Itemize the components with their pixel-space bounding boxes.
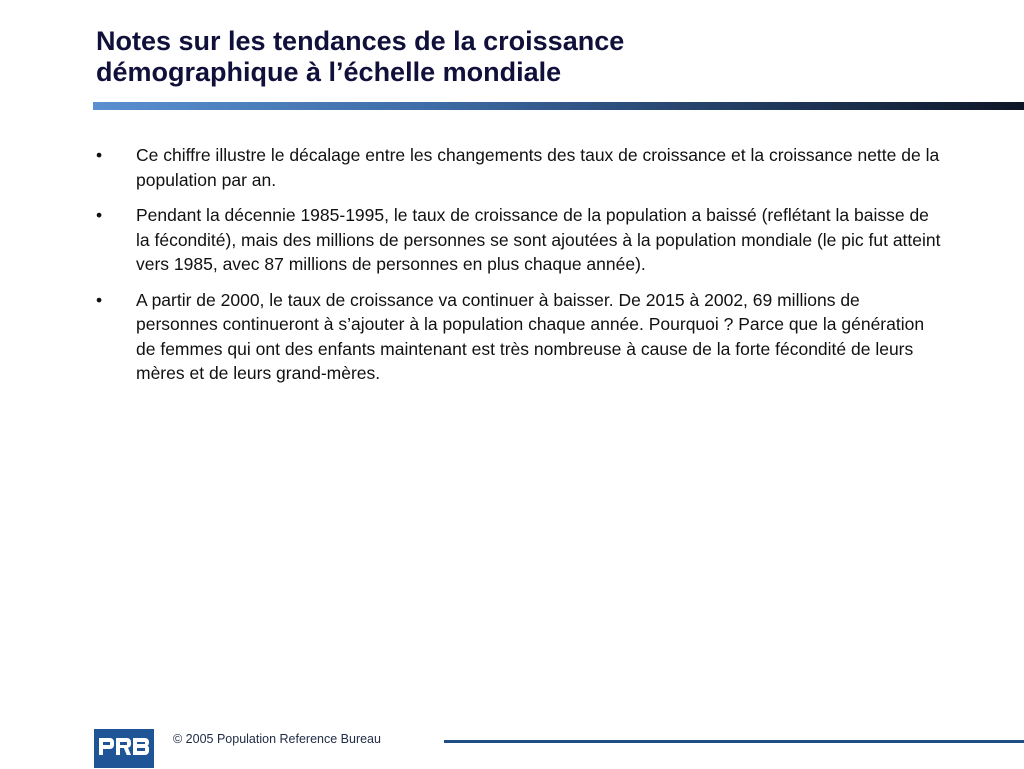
bullet-item-1 — [96, 143, 946, 192]
bullet-marker: • — [96, 289, 103, 310]
slide-title-line-2: démographique à l’échelle mondiale — [96, 57, 562, 87]
bullet-text-2: Pendant la décennie 1985-1995, le taux de croissance de la population a baissé (reflétant la baisse de la fécondité), mais des millions de personnes se sont ajoutées à la population mondiale (le pic fut atteint vers 1985, avec 87 millions de personnes en plus chaque année). — [136, 205, 941, 274]
footer-rule — [444, 740, 1024, 743]
title-gradient-rule — [93, 102, 1024, 110]
bullet-list — [96, 143, 946, 397]
slide-title — [96, 26, 976, 88]
prb-logo — [94, 729, 154, 768]
bullet-text-1: Ce chiffre illustre le décalage entre les changements des taux de croissance et la croissance nette de la population par an. — [136, 145, 940, 190]
bullet-marker: • — [96, 205, 103, 225]
bullet-item-2 — [96, 203, 946, 277]
footer-copyright: © 2005 Population Reference Bureau — [173, 732, 381, 746]
bullet-text-3: A partir de 2000, le taux de croissance va continuer à baisser. De 2015 à 2002, 69 millions de personnes continueront à s’ajouter à la population chaque année. Pourquoi ? Parce que la génération de femmes qui ont des enfants maintenant est très nombreuse à cause de la forte fécondité de leurs mères et de leurs grand-mères. — [136, 289, 925, 383]
prb-logo-mark — [94, 729, 154, 768]
bullet-marker: • — [96, 145, 103, 165]
bullet-item-3 — [96, 288, 946, 386]
slide-title-line-1: Notes sur les tendances de la croissance — [96, 26, 625, 56]
